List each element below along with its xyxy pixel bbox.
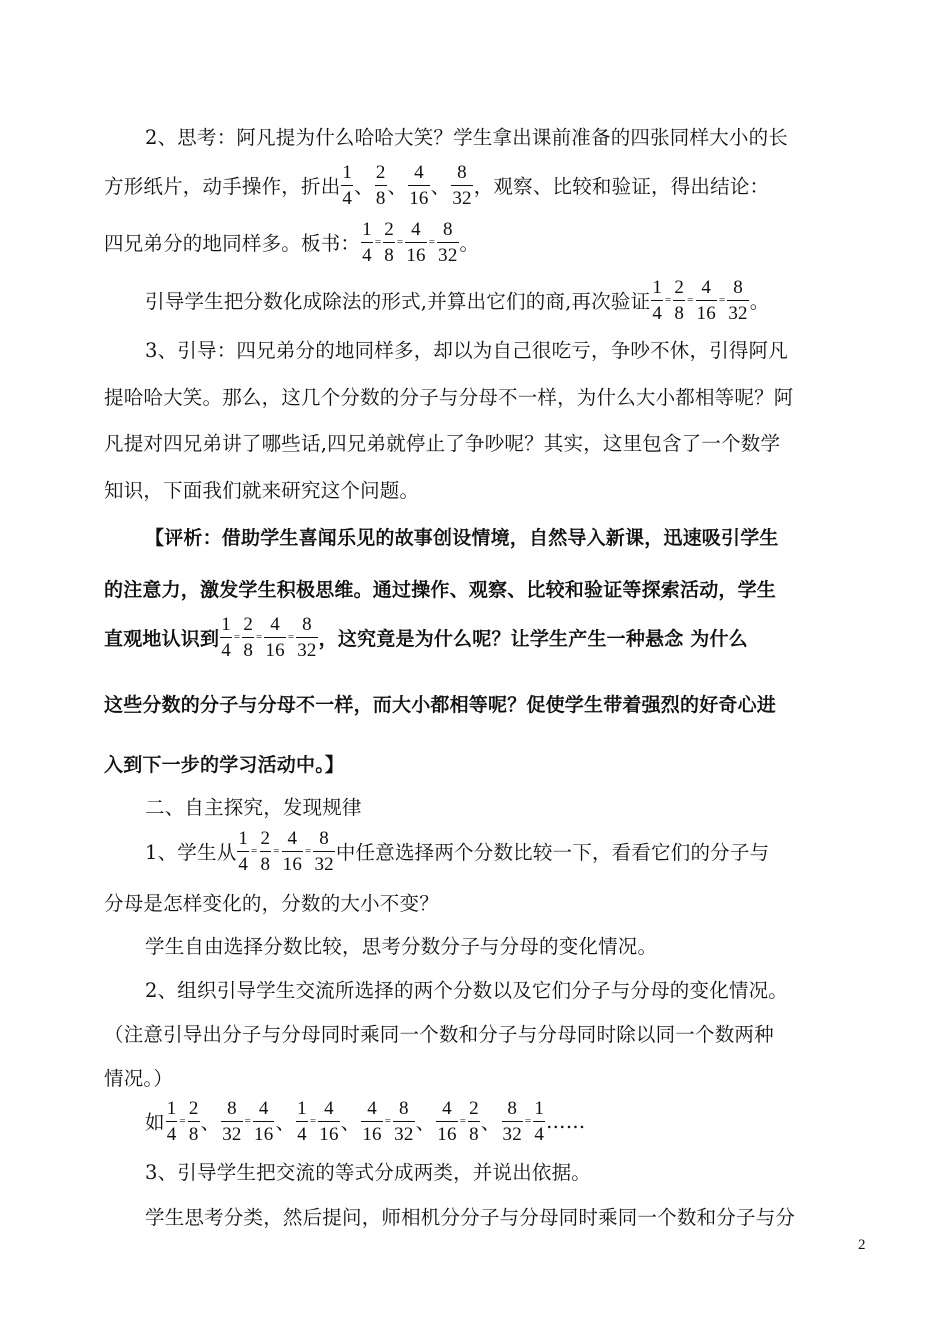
fraction [393, 1099, 414, 1144]
line-text: ，这究竟是为什么呢？让学生产生一种悬念 为什么 [318, 627, 748, 650]
fraction [260, 829, 272, 874]
commentary-line: 这些分数的分子与分母不一样，而大小都相等呢？促使学生带着强烈的好奇心进 [104, 693, 777, 716]
fraction-denominator: 16 [406, 244, 426, 266]
paragraph-line: 3、引导：四兄弟分的地同样多，却以为自己很吃亏，争吵不休，引得阿凡 [145, 339, 789, 362]
fraction-numerator: 4 [411, 218, 421, 240]
line-text: 直观地认识到 [104, 627, 220, 650]
fraction-bar [393, 1121, 414, 1122]
fraction-bar [405, 242, 426, 243]
fraction [651, 278, 663, 323]
fraction-numerator: 4 [258, 1097, 269, 1119]
fraction [318, 1099, 339, 1144]
fraction-bar [696, 300, 717, 301]
separator: 、 [340, 1111, 361, 1134]
fraction-bar [220, 637, 232, 638]
fraction-denominator: 8 [260, 853, 271, 875]
fraction-denominator: 8 [188, 1123, 199, 1145]
separator: 、 [354, 175, 374, 198]
commentary-line: 【评析：借助学生喜闻乐见的故事创设情境，自然导入新课，迅速吸引学生 [145, 526, 779, 549]
line-text: 如 [145, 1111, 165, 1134]
fraction-bar [221, 1121, 242, 1122]
fraction-numerator: 1 [238, 827, 249, 849]
equals-sign: = [718, 294, 726, 306]
fraction-numerator: 8 [319, 827, 329, 849]
fraction [341, 163, 353, 208]
separator: 、 [415, 1111, 436, 1134]
fraction-denominator: 16 [437, 1123, 457, 1145]
fraction-numerator: 4 [324, 1097, 334, 1119]
commentary-line: 的注意力，激发学生积极思维。通过操作、观察、比较和验证等探索活动，学生 [104, 578, 777, 601]
paragraph-line-with-fractions [104, 161, 870, 209]
fraction [408, 163, 429, 208]
fraction [727, 278, 748, 323]
fraction-numerator: 4 [367, 1097, 377, 1119]
paragraph-line: 提哈哈大笑。那么，这几个分数的分子与分母不一样，为什么大小都相等呢？阿 [104, 386, 794, 409]
fraction-bar [296, 1121, 308, 1122]
line-text: 。 [749, 290, 770, 313]
fraction [533, 1099, 545, 1144]
section-heading: 二、自主探究，发现规律 [145, 796, 362, 819]
paragraph-line: 3、引导学生把交流的等式分成两类，并说出依据。 [145, 1161, 592, 1184]
fraction [405, 220, 426, 265]
fraction-denominator: 32 [452, 187, 472, 209]
commentary-line-with-fractions [104, 613, 870, 661]
fraction-bar [451, 185, 472, 186]
fraction-denominator: 32 [394, 1123, 414, 1145]
fraction [437, 220, 458, 265]
fraction-denominator: 16 [282, 853, 303, 875]
fraction-denominator: 32 [502, 1123, 522, 1145]
fraction-numerator: 8 [227, 1097, 237, 1119]
fraction-numerator: 1 [297, 1097, 307, 1119]
fraction-denominator: 32 [314, 853, 334, 875]
fraction [502, 1099, 523, 1144]
fraction-numerator: 4 [701, 276, 712, 298]
fraction-denominator: 16 [265, 639, 285, 661]
equals-sign: = [273, 845, 280, 857]
equals-sign: = [428, 236, 436, 248]
line-text: 方形纸片，动手操作，折出 [104, 175, 341, 198]
equals-sign: = [179, 1115, 186, 1127]
fraction-denominator: 8 [243, 639, 254, 661]
fraction [696, 278, 717, 323]
fraction-denominator: 16 [409, 187, 429, 209]
fraction-numerator: 4 [270, 613, 280, 635]
paragraph-line: 2、思考：阿凡提为什么哈哈大笑？学生拿出课前准备的四张同样大小的长 [145, 126, 789, 149]
paragraph-line: （注意引导出分子与分母同时乘同一个数和分子与分母同时除以同一个数两种 [104, 1023, 774, 1046]
fraction-denominator: 4 [362, 244, 372, 266]
commentary-line: 入到下一步的学习活动中。】 [104, 753, 345, 776]
fraction-bar [260, 851, 272, 852]
paragraph-line-with-fractions [145, 276, 870, 324]
fraction-denominator: 4 [652, 302, 663, 324]
equals-sign: = [244, 1115, 252, 1127]
equals-sign: = [251, 845, 258, 857]
fraction-bar [651, 300, 663, 301]
fraction-numerator: 4 [287, 827, 298, 849]
fraction-bar [436, 1121, 457, 1122]
fraction-bar [727, 300, 748, 301]
fraction [468, 1099, 480, 1144]
equals-sign: = [309, 1115, 317, 1127]
paragraph-line: 凡提对四兄弟讲了哪些话,四兄弟就停止了争吵呢？其实，这里包含了一个数学 [104, 432, 781, 455]
fraction-bar [166, 1121, 178, 1122]
fraction-numerator: 2 [375, 161, 386, 183]
fraction-bar [242, 637, 254, 638]
fraction-numerator: 8 [399, 1097, 409, 1119]
fraction-denominator: 32 [438, 244, 458, 266]
fraction [220, 615, 232, 660]
fraction-bar [383, 242, 395, 243]
fraction-bar [237, 851, 249, 852]
fraction-numerator: 1 [652, 276, 663, 298]
fraction-bar [264, 637, 285, 638]
paragraph-line-with-fractions [104, 218, 870, 266]
equals-sign: = [305, 845, 312, 857]
fraction-bar [468, 1121, 480, 1122]
fraction [237, 829, 249, 874]
fraction-bar [533, 1121, 545, 1122]
fraction-denominator: 4 [238, 853, 249, 875]
fraction-numerator: 2 [188, 1097, 199, 1119]
fraction-bar [282, 851, 303, 852]
separator: 、 [200, 1111, 221, 1134]
fraction-equality-examples [145, 1097, 870, 1145]
separator: 、 [275, 1111, 296, 1134]
fraction-numerator: 8 [733, 276, 743, 298]
fraction-numerator: 8 [442, 218, 453, 240]
fraction-numerator: 8 [457, 161, 467, 183]
fraction-denominator: 32 [728, 302, 748, 324]
equals-sign: = [287, 631, 295, 643]
fraction-numerator: 2 [260, 827, 271, 849]
fraction [436, 1099, 457, 1144]
line-text: 。 [459, 232, 480, 255]
fraction [264, 615, 285, 660]
fraction-denominator: 4 [342, 187, 353, 209]
equals-sign: = [665, 294, 672, 306]
fraction-numerator: 4 [442, 1097, 452, 1119]
fraction-denominator: 8 [384, 244, 394, 266]
fraction-bar [361, 242, 373, 243]
fraction-numerator: 1 [362, 218, 372, 240]
fraction [313, 829, 334, 874]
fraction-numerator: 4 [414, 161, 424, 183]
fraction-numerator: 2 [384, 218, 394, 240]
line-text: …… [546, 1109, 586, 1133]
paragraph-line: 知识，下面我们就来研究这个问题。 [104, 479, 420, 502]
fraction-denominator: 4 [297, 1123, 307, 1145]
equals-sign: = [687, 294, 694, 306]
fraction-bar [296, 637, 317, 638]
fraction [296, 1099, 308, 1144]
paragraph-line: 学生思考分类，然后提问，师相机分分子与分母同时乘同一个数和分子与分 [145, 1206, 796, 1229]
fraction-numerator: 1 [342, 161, 353, 183]
fraction-denominator: 32 [297, 639, 317, 661]
fraction-numerator: 1 [221, 613, 231, 635]
fraction [361, 1099, 382, 1144]
fraction [188, 1099, 200, 1144]
line-text: ，观察、比较和验证，得出结论： [473, 175, 770, 198]
fraction-denominator: 16 [319, 1123, 339, 1145]
fraction-bar [437, 242, 458, 243]
fraction-denominator: 8 [375, 187, 386, 209]
line-text: 1、学生从 [145, 841, 237, 864]
fraction-bar [361, 1121, 382, 1122]
equals-sign: = [374, 236, 382, 248]
fraction-denominator: 16 [362, 1123, 382, 1145]
fraction-denominator: 4 [534, 1123, 545, 1145]
fraction [242, 615, 254, 660]
fraction-denominator: 8 [469, 1123, 479, 1145]
line-text: 四兄弟分的地同样多。板书： [104, 232, 361, 255]
equals-sign: = [524, 1115, 532, 1127]
fraction [282, 829, 303, 874]
fraction-denominator: 8 [674, 302, 685, 324]
fraction-numerator: 2 [469, 1097, 479, 1119]
fraction [221, 1099, 242, 1144]
fraction [253, 1099, 274, 1144]
paragraph-line: 学生自由选择分数比较，思考分数分子与分母的变化情况。 [145, 935, 658, 958]
fraction [451, 163, 472, 208]
fraction-bar [502, 1121, 523, 1122]
fraction-denominator: 4 [166, 1123, 177, 1145]
fraction [383, 220, 395, 265]
fraction-numerator: 1 [166, 1097, 177, 1119]
fraction [361, 220, 373, 265]
equals-sign: = [459, 1115, 467, 1127]
fraction-denominator: 4 [221, 639, 231, 661]
paragraph-line: 情况。） [104, 1067, 174, 1090]
fraction-bar [318, 1121, 339, 1122]
fraction-numerator: 8 [507, 1097, 518, 1119]
line-text: 引导学生把分数化成除法的形式,并算出它们的商,再次验证 [145, 290, 651, 313]
fraction [296, 615, 317, 660]
paragraph-line: 分母是怎样变化的，分数的大小不变？ [104, 892, 439, 915]
fraction-bar [313, 851, 334, 852]
equals-sign: = [396, 236, 404, 248]
fraction-numerator: 8 [302, 613, 312, 635]
equals-sign: = [233, 631, 241, 643]
fraction-denominator: 16 [254, 1123, 274, 1145]
fraction-numerator: 2 [674, 276, 685, 298]
paragraph-line: 2、组织引导学生交流所选择的两个分数以及它们分子与分母的变化情况。 [145, 979, 789, 1002]
fraction-bar [253, 1121, 274, 1122]
separator: 、 [387, 175, 408, 198]
paragraph-line-with-fractions [145, 827, 870, 875]
fraction-denominator: 32 [222, 1123, 242, 1145]
fraction [673, 278, 685, 323]
line-text: 中任意选择两个分数比较一下，看看它们的分子与 [335, 841, 770, 864]
fraction-numerator: 1 [534, 1097, 545, 1119]
equals-sign: = [256, 631, 263, 643]
fraction-bar [341, 185, 353, 186]
separator: 、 [430, 175, 451, 198]
fraction-bar [188, 1121, 200, 1122]
fraction [166, 1099, 178, 1144]
fraction-numerator: 2 [243, 613, 254, 635]
fraction [375, 163, 387, 208]
fraction-denominator: 16 [696, 302, 716, 324]
fraction-bar [375, 185, 387, 186]
separator: 、 [480, 1111, 501, 1134]
fraction-bar [673, 300, 685, 301]
equals-sign: = [384, 1115, 392, 1127]
fraction-bar [408, 185, 429, 186]
page-number: 2 [858, 1237, 866, 1253]
